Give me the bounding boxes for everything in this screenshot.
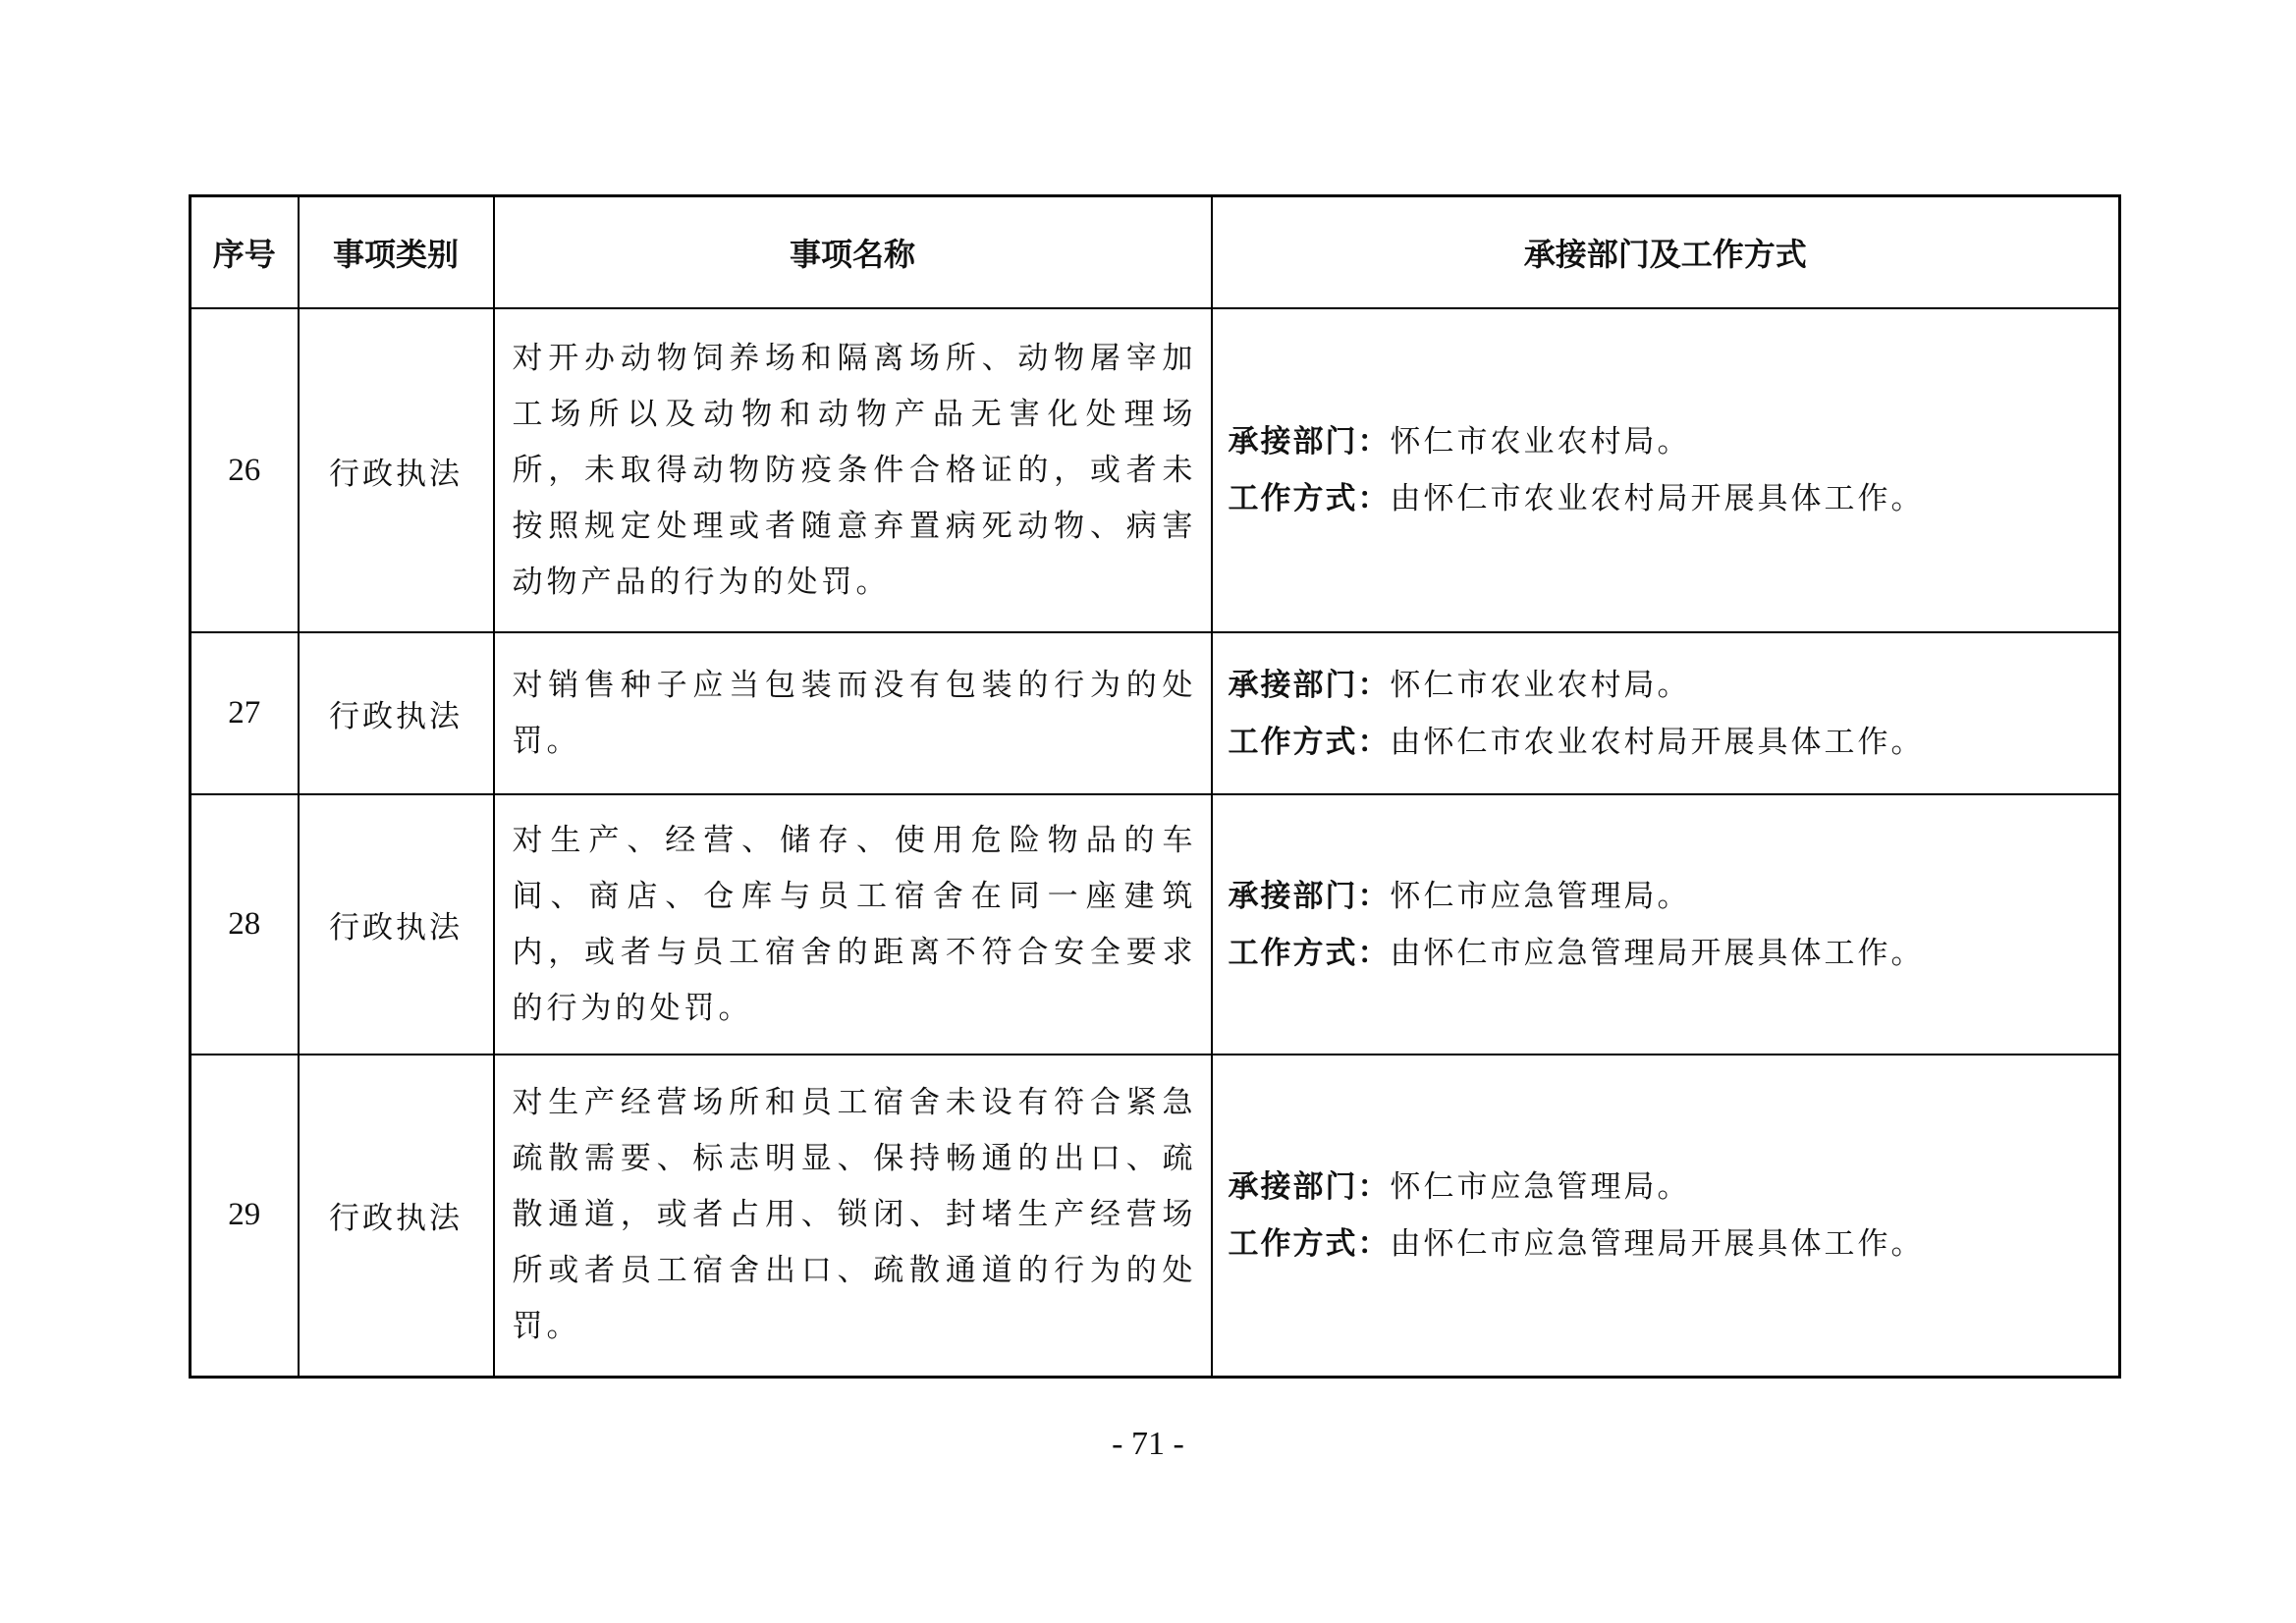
dept-label: 承接部门： (1228, 878, 1391, 914)
dept-label: 承接部门： (1228, 424, 1391, 460)
row-dept-cell (1212, 308, 2120, 632)
mode-line (1229, 470, 2109, 527)
dept-line (1229, 413, 2109, 470)
table-header-row (191, 196, 2120, 309)
row-dept-cell (1212, 1055, 2120, 1377)
row-name: 对生产、经营、储存、使用危险物品的车间、商店、仓库与员工宿舍在同一座建筑内，或者与员工宿舍的距离不符合安全要求的行为的处罚。 (494, 794, 1212, 1055)
mode-value: 由怀仁市农业农村局开展具体工作。 (1390, 481, 1925, 516)
row-name: 对开办动物饲养场和隔离场所、动物屠宰加工场所以及动物和动物产品无害化处理场所，未取得动物防疫条件合格证的，或者未按照规定处理或者随意弃置病死动物、病害动物产品的行为的处罚。 (494, 308, 1212, 632)
mode-label: 工作方式： (1228, 481, 1391, 516)
mode-label: 工作方式： (1228, 1225, 1391, 1262)
header-num: 序号 (191, 196, 299, 309)
row-num: 26 (191, 308, 299, 632)
document-table-wrapper (189, 194, 2118, 1379)
table-row (191, 308, 2120, 632)
row-name: 对销售种子应当包装而没有包装的行为的处罚。 (494, 632, 1212, 794)
mode-value: 由怀仁市应急管理局开展具体工作。 (1390, 1225, 1925, 1262)
mode-line (1229, 925, 2109, 982)
dept-value: 怀仁市农业农村局。 (1390, 667, 1691, 703)
dept-value: 怀仁市应急管理局。 (1390, 878, 1691, 914)
mode-line (1229, 714, 2109, 771)
table-row (191, 794, 2120, 1055)
row-category: 行政执法 (299, 632, 494, 794)
matters-table (189, 194, 2121, 1379)
header-name: 事项名称 (494, 196, 1212, 309)
row-category: 行政执法 (299, 308, 494, 632)
dept-label: 承接部门： (1228, 1168, 1391, 1205)
header-category: 事项类别 (299, 196, 494, 309)
dept-line (1229, 868, 2109, 925)
dept-value: 怀仁市应急管理局。 (1390, 1168, 1691, 1205)
row-dept-cell (1212, 794, 2120, 1055)
mode-label: 工作方式： (1228, 724, 1391, 760)
row-category: 行政执法 (299, 1055, 494, 1377)
row-name: 对生产经营场所和员工宿舍未设有符合紧急疏散需要、标志明显、保持畅通的出口、疏散通道，或者占用、锁闭、封堵生产经营场所或者员工宿舍出口、疏散通道的行为的处罚。 (494, 1055, 1212, 1377)
mode-line (1229, 1216, 2109, 1272)
row-num: 28 (191, 794, 299, 1055)
table-row (191, 1055, 2120, 1377)
row-num: 27 (191, 632, 299, 794)
dept-line (1229, 657, 2109, 714)
mode-label: 工作方式： (1228, 935, 1391, 971)
row-num: 29 (191, 1055, 299, 1377)
header-dept: 承接部门及工作方式 (1212, 196, 2120, 309)
table-row (191, 632, 2120, 794)
dept-line (1229, 1159, 2109, 1216)
dept-label: 承接部门： (1228, 667, 1391, 703)
page-number: - 71 - (1112, 1426, 1184, 1462)
mode-value: 由怀仁市应急管理局开展具体工作。 (1390, 935, 1925, 971)
mode-value: 由怀仁市农业农村局开展具体工作。 (1390, 724, 1925, 760)
dept-value: 怀仁市农业农村局。 (1390, 424, 1691, 460)
row-dept-cell (1212, 632, 2120, 794)
row-category: 行政执法 (299, 794, 494, 1055)
